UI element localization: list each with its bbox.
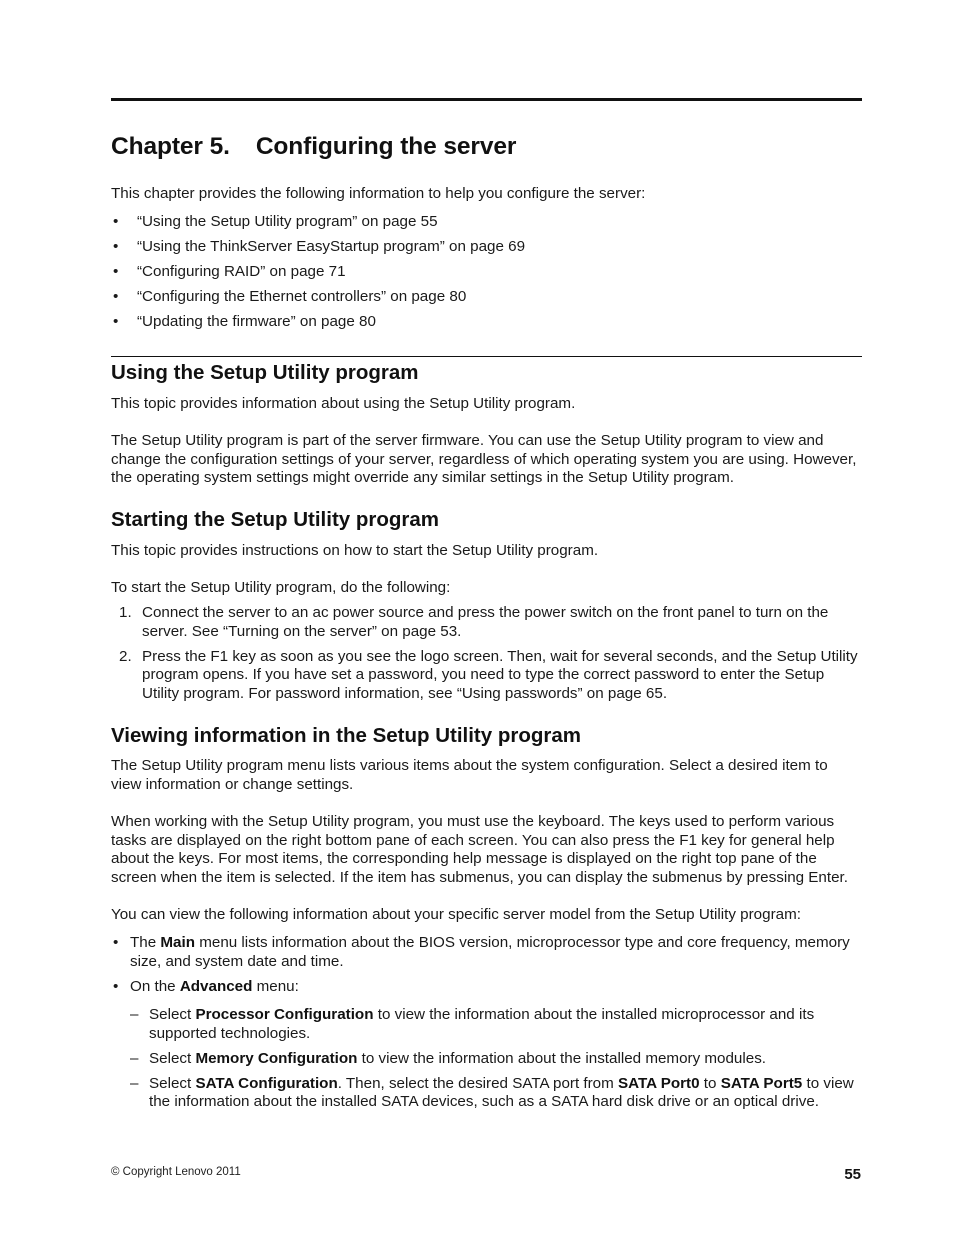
section-heading-starting: Starting the Setup Utility program xyxy=(111,508,440,531)
step-item xyxy=(111,648,862,704)
chapter-title-text: Configuring the server xyxy=(255,133,517,160)
sata-config-item xyxy=(111,1075,862,1112)
step-number: 2. xyxy=(119,647,132,665)
copyright-notice: © Copyright Lenovo 2011 xyxy=(111,1166,241,1178)
main-menu-pre: The xyxy=(130,934,161,951)
processor-post: to view the information about the installed microprocessor and its supported technologies. xyxy=(149,1006,815,1042)
using-intro: This topic provides information about using the Setup Utility program. xyxy=(111,395,576,412)
memory-config-term: Memory Configuration xyxy=(195,1049,358,1067)
chapter-toc-list xyxy=(111,213,862,332)
chapter-title xyxy=(111,133,516,161)
advanced-menu-pre: On the xyxy=(130,977,180,995)
sata-port5-term: SATA Port5 xyxy=(720,1074,803,1092)
toc-item[interactable]: • “Using the Setup Utility program” on page 55 xyxy=(111,213,862,232)
toc-item[interactable]: • “Configuring the Ethernet controllers” on page 80 xyxy=(111,288,862,307)
main-menu-post: menu lists information about the BIOS version, microprocessor type and core frequency, memory size, and system date and time. xyxy=(130,934,850,970)
sata-port0-term: SATA Port0 xyxy=(618,1074,700,1092)
section-rule xyxy=(111,356,862,357)
page-number: 55 xyxy=(844,1166,861,1183)
viewing-menu-list xyxy=(111,934,862,996)
advanced-submenu-list xyxy=(111,1006,862,1112)
step-text: Press the F1 key as soon as you see the logo screen. Then, wait for several seconds, and the Setup Utility program opens. If you have set a password, you need to type the correct password to enter the Setup Utility program. For password information, see “Using passwords” on page 65. xyxy=(142,647,858,702)
processor-pre: Select xyxy=(149,1006,196,1023)
sata-config-term: SATA Configuration xyxy=(195,1074,338,1092)
toc-item[interactable]: • “Configuring RAID” on page 71 xyxy=(111,263,862,282)
viewing-keyboard-info: When working with the Setup Utility program, you must use the keyboard. The keys used to perform various tasks are displayed on the right bottom pane of each screen. You can also press the F1 key for general help about the keys. For most items, the corresponding help message is displayed on the right top pane of the screen when the item is selected. If the item has submenus, you can display the submenus by pressing Enter. xyxy=(111,813,848,886)
sata-mid1: . Then, select the desired SATA port from xyxy=(337,1074,618,1092)
memory-pre: Select xyxy=(149,1049,196,1067)
sata-mid2: to xyxy=(699,1074,721,1092)
advanced-menu-item xyxy=(111,978,862,997)
sata-pre: Select xyxy=(149,1074,196,1092)
using-description: The Setup Utility program is part of the server firmware. You can use the Setup Utility program to view and change the configuration settings of your server, regardless of which operating system you are using. However, the operating system settings might override any similar settings in the Setup Utility program. xyxy=(111,432,857,487)
section-heading-using: Using the Setup Utility program xyxy=(111,361,419,384)
memory-config-item xyxy=(111,1050,862,1069)
section-heading-viewing: Viewing information in the Setup Utility program xyxy=(111,724,582,747)
viewing-list-intro: You can view the following information about your specific server model from the Setup Utility program: xyxy=(111,906,801,923)
starting-steps xyxy=(111,604,862,703)
chapter-intro: This chapter provides the following information to help you configure the server: xyxy=(111,185,646,202)
starting-instructions: To start the Setup Utility program, do the following: xyxy=(111,579,451,596)
memory-post: to view the information about the installed memory modules. xyxy=(357,1049,767,1067)
chapter-top-rule xyxy=(111,98,862,101)
processor-config-term: Processor Configuration xyxy=(195,1006,374,1023)
main-menu-term: Main xyxy=(160,934,195,951)
toc-item[interactable]: • “Updating the firmware” on page 80 xyxy=(111,313,862,332)
toc-item[interactable]: • “Using the ThinkServer EasyStartup program” on page 69 xyxy=(111,238,862,257)
chapter-number: Chapter 5. xyxy=(111,133,230,160)
step-text: Connect the server to an ac power source and press the power switch on the front panel to turn on the server. See “Turning on the server” on page 53. xyxy=(142,604,829,640)
viewing-intro: The Setup Utility program menu lists various items about the system configuration. Select a desired item to view information or change settings. xyxy=(111,757,828,793)
sata-post: to view the information about the installed SATA devices, such as a SATA hard disk drive or an optical drive. xyxy=(149,1074,854,1111)
step-number: 1. xyxy=(119,604,132,621)
main-menu-item xyxy=(111,934,862,971)
step-item xyxy=(111,604,862,641)
processor-config-item xyxy=(111,1006,862,1043)
starting-intro: This topic provides instructions on how to start the Setup Utility program. xyxy=(111,542,599,559)
advanced-menu-post: menu: xyxy=(252,977,299,995)
advanced-menu-term: Advanced xyxy=(179,977,253,995)
